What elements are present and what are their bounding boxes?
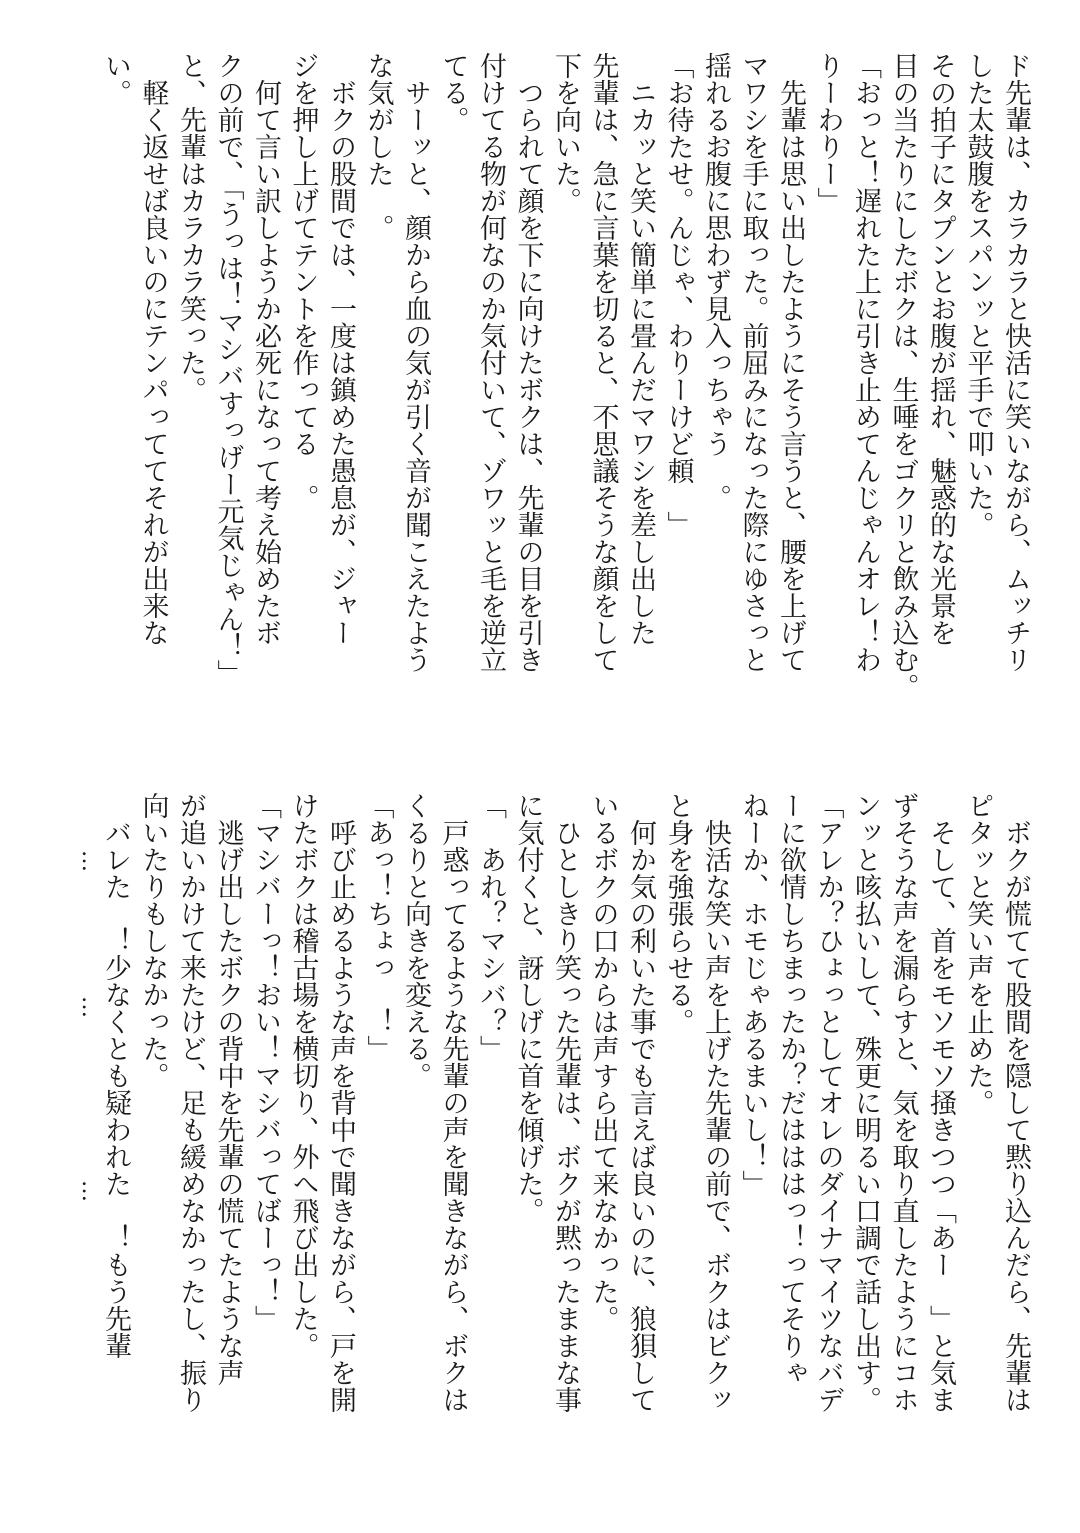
text-column: 先輩は、急に言葉を切ると、不思議そうな顔をして [587, 52, 619, 673]
text-column: 戸惑ってるような先輩の声を聞きながら、ボクは [437, 792, 469, 1413]
text-column: 下を向いた。 [550, 52, 581, 214]
text-block-bottom [97, 792, 1035, 1482]
text-column: と、先輩はカラカラ笑った。 [175, 52, 206, 403]
text-column: ずそうな声を漏らすと、気を取り直したようにコホ [887, 792, 919, 1413]
text-column: 先輩は思い出したようにそう言うと、腰を上げて [775, 52, 806, 673]
text-column: 揺れるお腹に思わず見入っちゃう 。 [700, 52, 731, 511]
ellipsis-mark: … [77, 850, 102, 872]
text-column: に気付くと、訝しげに首を傾げた。 [512, 792, 544, 1224]
text-column: 何か気の利いた事でも言えば良いのに、狼狽して [625, 792, 656, 1413]
text-column: ねーか、ホモじゃあるまいし！」 [737, 792, 769, 1197]
text-column: その拍子にタプンとお腹が揺れ、魅惑的な光景を [925, 52, 956, 646]
text-column: 向いたりもしなかった。 [137, 792, 169, 1089]
text-column: りーわりー」 [812, 52, 844, 214]
text-column: 軽く返せば良いのにテンパっててそれが出来な [137, 52, 169, 646]
text-column: い。 [100, 52, 131, 106]
text-column: いるボクの口からは声すら出て来なかった。 [587, 792, 619, 1332]
text-column: 何て言い訳しようか必死になって考え始めたボ [250, 52, 281, 646]
text-column: した太鼓腹をスパンッと平手で叩いた。 [962, 52, 994, 538]
text-column: ンッと咳払いして、殊更に明るい口調で話し出す。 [850, 792, 881, 1413]
text-column: てる。 [437, 52, 469, 133]
text-column: 逃げ出したボクの背中を先輩の慌てたような声 [212, 792, 244, 1386]
text-column: くるりと向きを変える。 [400, 792, 431, 1089]
text-column: ピタッと笑い声を止めた。 [962, 792, 994, 1116]
text-column: つられて顔を下に向けたボクは、先輩の目を引き [512, 52, 544, 673]
text-column: そして、首をモソモソ掻きつつ「あー 」と気ま [925, 792, 956, 1413]
text-column: 目の当たりにしたボクは、生唾をゴクリと飲み込む。 [887, 52, 919, 700]
text-column: ジを押し上げてテントを作ってる 。 [287, 52, 319, 511]
text-column: 「おっと！遅れた上に引き止めてんじゃんオレ！わ [850, 52, 881, 673]
text-column: 呼び止めるような声を背中で聞きながら、戸を開 [325, 792, 356, 1413]
text-column: 「マシバーっ！おい！マシバってばーっ！」 [250, 792, 281, 1332]
text-column: ーに欲情しちまったか？だはははっ！ってそりゃ [775, 792, 806, 1386]
text-column: ボクの股間では、一度は鎮めた愚息が、ジャー [325, 52, 356, 646]
text-column: ド先輩は、カラカラと快活に笑いながら、ムッチリ [1000, 52, 1031, 673]
text-column: ひとしきり笑った先輩は、ボクが黙ったままな事 [550, 792, 581, 1413]
text-column: サーッと、顔から血の気が引く音が聞こえたよう [400, 52, 431, 673]
text-column: が追いかけて来たけど、足も緩めなかったし、振り [175, 792, 206, 1413]
text-column: ニカッと笑い簡単に畳んだマワシを差し出した [625, 52, 656, 646]
text-column: マワシを手に取った。前屈みになった際にゆさっと [737, 52, 769, 673]
text-block-top [97, 52, 1035, 732]
ellipsis-mark: … [77, 1180, 102, 1202]
text-column: バレた ！少なくとも疑われた ！もう先輩 [100, 792, 131, 1359]
text-column: けたボクは稽古場を横切り、外へ飛び出した。 [287, 792, 319, 1359]
text-column: 「アレか？ひょっとしてオレのダイナマイツなバデ [812, 792, 844, 1413]
text-column: と身を強張らせる。 [662, 792, 694, 1035]
text-column: 付けてる物が何なのか気付いて、ゾワッと毛を逆立 [475, 52, 506, 673]
text-column: 快活な笑い声を上げた先輩の前で、ボクはビクッ [700, 792, 731, 1413]
text-column: 「お待たせ。んじゃ、わりーけど頼 」 [662, 52, 694, 538]
text-column: な気がした 。 [362, 52, 394, 241]
text-column: ボクが慌てて股間を隠して黙り込んだら、先輩は [1000, 792, 1031, 1413]
text-column: 「 あれ？マシバ？」 [475, 792, 506, 1062]
text-column: クの前で、「うっは！マシバすっげー元気じゃん！」 [212, 52, 244, 687]
text-column: 「あっ！ちょっ ！」 [362, 792, 394, 1062]
ellipsis-mark: … [77, 996, 102, 1018]
